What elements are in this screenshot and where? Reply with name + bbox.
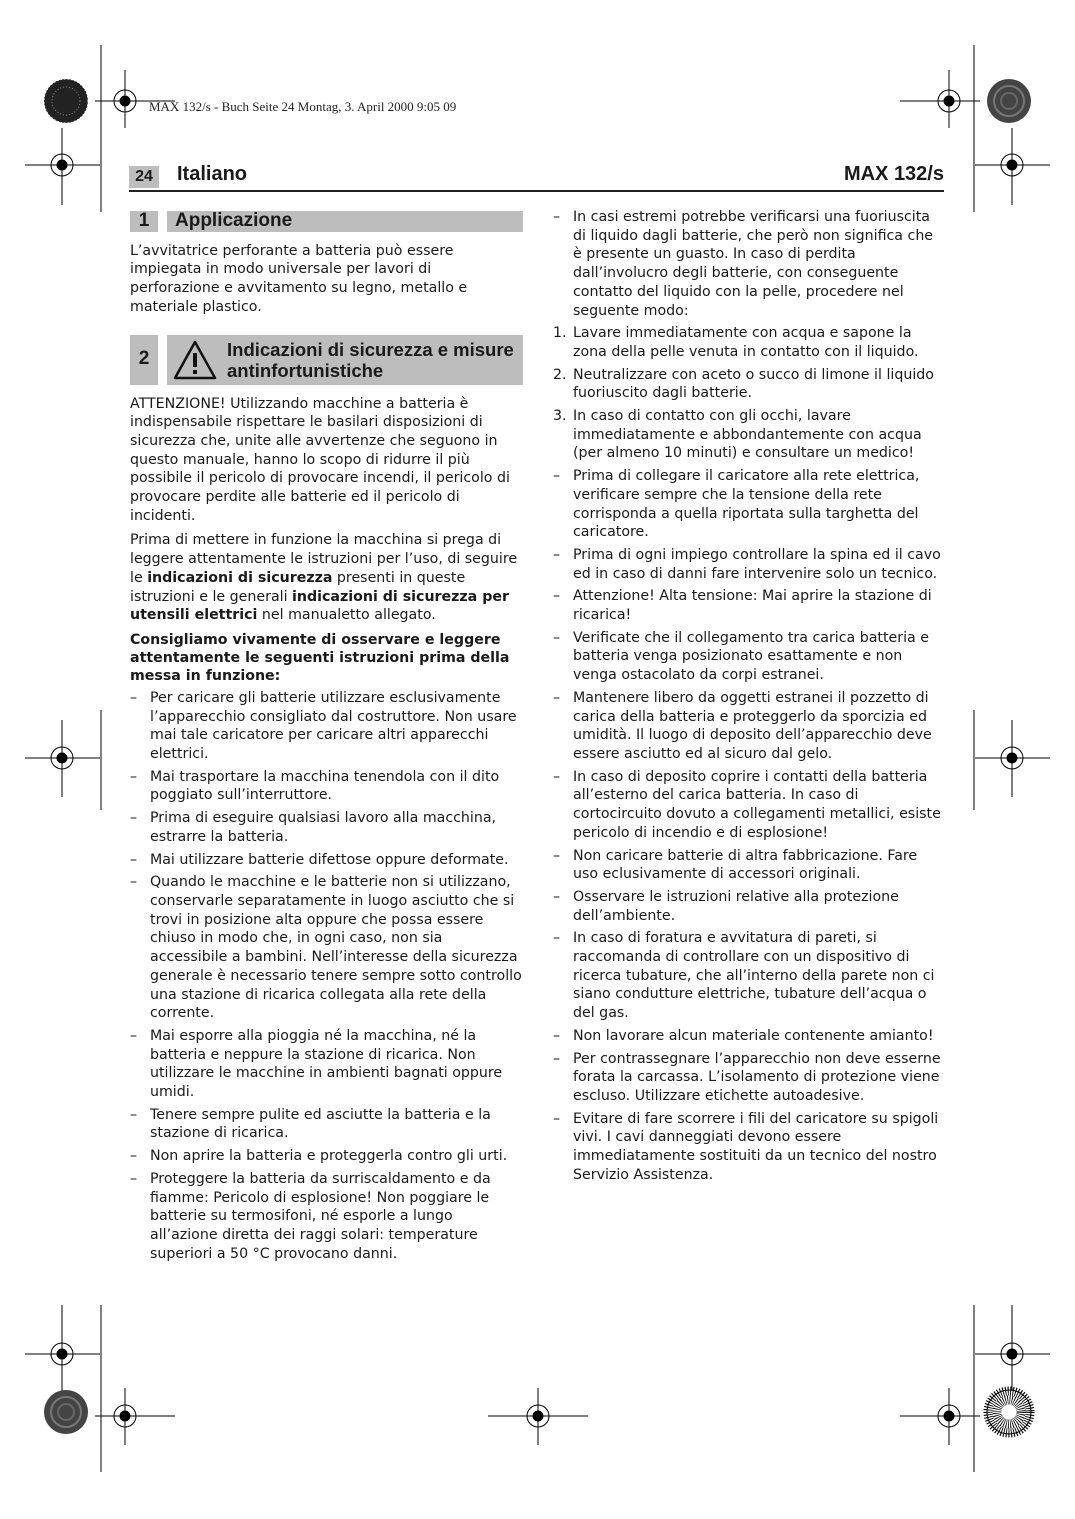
list-dash: – xyxy=(553,888,561,905)
list-dash: – xyxy=(553,1110,561,1127)
list-item-text: Non caricare batterie di altra fabbricazione. Fare uso eclusivamente di accessori originali. xyxy=(573,847,918,883)
list-item-text: Mai utilizzare batterie difettose oppure deformate. xyxy=(150,851,509,868)
text-run: nel manualetto allegato. xyxy=(257,607,436,624)
numbered-step xyxy=(553,366,945,403)
warning-triangle-icon xyxy=(173,340,217,380)
list-item xyxy=(553,929,945,1023)
safety-list-right xyxy=(553,467,945,1184)
attention-paragraph: ATTENZIONE! Utilizzando macchine a batteria è indispensabile rispettare le basilari disposizioni di sicurezza che, unite alle avvertenze che seguono in questo manuale, hanno lo scopo di ridurre il più possibile il pericolo di provocare incendi, il pericolo di provocare perdite alle batterie ed il pericolo di incidenti. xyxy=(130,395,510,524)
step-number: 3. xyxy=(553,408,567,425)
list-item xyxy=(553,208,945,320)
list-item-text: Prima di collegare il caricatore alla rete elettrica, verificare sempre che la tensione della rete corrisponda a quella riportata sulla targhetta del caricatore. xyxy=(573,468,920,541)
step-number: 2. xyxy=(553,366,567,383)
list-item-text: Non aprire la batteria e proteggerla contro gli urti. xyxy=(150,1148,508,1165)
list-dash: – xyxy=(130,1170,138,1187)
section-1-text: L’avvitatrice perforante a batteria può essere impiegata in modo universale per lavori di perforazione e avvitamento su legno, metallo e materiale plastico. xyxy=(130,242,468,315)
page-language: Italiano xyxy=(177,163,248,185)
list-item xyxy=(553,629,945,685)
leak-intro-list xyxy=(553,208,945,320)
list-dash: – xyxy=(553,588,561,605)
list-dash: – xyxy=(130,768,138,785)
section-title-box xyxy=(167,335,523,385)
section-1-heading xyxy=(130,211,523,232)
list-dash: – xyxy=(553,629,561,646)
section-title: Indicazioni di sicurezza e misure antinfortunistiche xyxy=(227,338,514,381)
list-dash: – xyxy=(553,468,561,485)
list-dash: – xyxy=(553,546,561,563)
list-item xyxy=(130,851,523,870)
step-number: 1. xyxy=(553,325,567,342)
list-dash: – xyxy=(130,851,138,868)
numbered-step xyxy=(553,407,945,463)
numbered-step xyxy=(553,324,945,361)
model-name: MAX 132/s xyxy=(843,163,944,185)
list-dash: – xyxy=(553,209,561,225)
list-dash: – xyxy=(553,930,561,947)
list-item-text: In caso di foratura e avvitatura di pareti, si raccomanda di controllare con un dispositivo di ricerca tubature, che all’interno della parete non ci siano condutture elettriche, tubature dell’acqua o del gas. xyxy=(573,930,935,1022)
list-dash: – xyxy=(130,810,138,827)
list-item-text: Non lavorare alcun materiale contenente amianto! xyxy=(573,1027,934,1044)
list-item xyxy=(130,1147,523,1166)
list-item xyxy=(553,847,945,884)
list-item xyxy=(553,1050,945,1106)
list-item xyxy=(130,809,523,846)
list-item xyxy=(130,1106,523,1143)
section-title: Applicazione xyxy=(167,211,523,232)
list-dash: – xyxy=(553,768,561,785)
list-item xyxy=(553,467,945,542)
list-item xyxy=(130,689,523,764)
text-run: Prima di mettere in funzione la macchina si prega di leggere attentamente le istruzioni per l’uso, di seguire le xyxy=(130,532,518,586)
list-item-text: Prima di eseguire qualsiasi lavoro alla macchina, estrarre la batteria. xyxy=(150,810,497,845)
list-item-text: Prima di ogni impiego controllare la spina ed il cavo ed in caso di danni fare intervenire solo un tecnico. xyxy=(573,546,941,582)
list-item-text: Per caricare gli batterie utilizzare esclusivamente l’apparecchio consigliato dal costruttore. Non usare mai tale caricatore per caricare altri apparecchi elettrici. xyxy=(150,689,517,763)
list-item-text: Verificate che il collegamento tra carica batteria e batteria venga posizionato esattamente e non venga ostacolato da corpi estranei. xyxy=(573,629,929,684)
list-item-text: Osservare le istruzioni relative alla protezione dell’ambiente. xyxy=(573,888,899,924)
list-dash: – xyxy=(553,689,561,706)
list-item-text: Quando le macchine e le batterie non si utilizzano, conservarle separatamente in luogo asciutto che si trovi in posizione alta oppure che possa essere chiuso in modo che, in ogni caso, non sia accessibile a bambini. Nell’interesse della sicurezza generale è necessario tenere sempre sotto controllo una stazione di ricarica collegata alla rete della corrente. xyxy=(150,874,522,1022)
right-column xyxy=(553,208,945,1188)
instructions-paragraph xyxy=(130,531,523,625)
numbered-steps xyxy=(553,324,945,463)
left-column xyxy=(130,211,523,1267)
safety-list-left xyxy=(130,689,523,1263)
text-run-bold: indicazioni di sicurezza per utensili elettrici xyxy=(130,588,509,624)
list-item-text: Per contrassegnare l’apparecchio non deve esserne forata la carcassa. L’isolamento di protezione viene escluso. Utilizzare etichette autoadesive. xyxy=(573,1050,941,1104)
list-item-text: Mai trasportare la macchina tenendola con il dito poggiato sull’interruttore. xyxy=(150,768,500,804)
list-item-text: In casi estremi potrebbe verificarsi una fuoriuscita di liquido dagli batterie, che però non significa che è presente un guasto. In caso di perdita dall’involucro degli batterie, con conseguente contatto del liquido con la pelle, procedere nel seguente modo: xyxy=(573,209,934,319)
text-run-bold: indicazioni di sicurezza xyxy=(147,569,333,586)
list-dash: – xyxy=(553,847,561,864)
section-2-heading xyxy=(130,335,523,385)
list-item-text: In caso di deposito coprire i contatti della batteria all’esterno del carica batteria. In caso di cortocircuito dovuto a collegamenti metallici, esiste pericolo di incendio e di esplosione! xyxy=(573,768,941,841)
list-item-text: Evitare di fare scorrere i fili del caricatore su spigoli vivi. I cavi danneggiati devono essere immediatamente sostituiti da un tecnico del nostro Servizio Assistenza. xyxy=(573,1110,939,1183)
list-item xyxy=(553,1027,945,1046)
step-text: Lavare immediatamente con acqua e sapone la zona della pelle venuta in contatto con il liquido. xyxy=(573,325,919,360)
list-item xyxy=(130,873,523,1023)
list-item-text: Mai esporre alla pioggia né la macchina, né la batteria e neppure la stazione di ricarica. Non utilizzare le macchine in ambienti bagnati oppure umidi. xyxy=(150,1027,503,1101)
list-item xyxy=(130,1170,523,1264)
step-text: In caso di contatto con gli occhi, lavare immediatamente e abbondantemente con acqua (per almeno 10 minuti) e consultare un medico! xyxy=(573,408,922,462)
list-item xyxy=(130,1027,523,1102)
print-slug: MAX 132/s - Buch Seite 24 Montag, 3. April 2000 9:05 09 xyxy=(149,99,457,114)
bold-note: Consigliamo vivamente di osservare e leggere attentamente le seguenti istruzioni prima della messa in funzione: xyxy=(130,631,510,684)
list-item-text: Attenzione! Alta tensione: Mai aprire la stazione di ricarica! xyxy=(573,588,932,624)
list-item-text: Mantenere libero da oggetti estranei il pozzetto di carica della batteria e proteggerlo da sporcizia ed umidità. Il luogo di deposito dell’apparecchio deve essere asciutto ed al sicuro dal gelo. xyxy=(573,689,932,762)
list-dash: – xyxy=(553,1050,561,1067)
step-text: Neutralizzare con aceto o succo di limone il liquido fuoriuscito dagli batterie. xyxy=(573,366,934,402)
list-dash: – xyxy=(130,874,138,891)
header-rule xyxy=(129,190,944,192)
section-number: 2 xyxy=(130,335,158,385)
list-dash: – xyxy=(553,1027,561,1044)
page-number: 24 xyxy=(129,166,159,188)
list-item xyxy=(130,768,523,805)
list-item xyxy=(553,587,945,624)
list-item xyxy=(553,546,945,583)
list-dash: – xyxy=(130,689,138,706)
list-item xyxy=(553,689,945,764)
list-item xyxy=(553,768,945,843)
list-item xyxy=(553,1110,945,1185)
section-number: 1 xyxy=(130,211,158,232)
list-dash: – xyxy=(130,1148,138,1165)
list-item xyxy=(553,888,945,925)
text-run: presenti in queste istruzioni e le generali xyxy=(130,569,466,605)
list-dash: – xyxy=(130,1027,138,1044)
list-item-text: Tenere sempre pulite ed asciutte la batteria e la stazione di ricarica. xyxy=(150,1106,491,1142)
list-item-text: Proteggere la batteria da surriscaldamento e da fiamme: Pericolo di esplosione! Non poggiare le batterie su termosifoni, né esporle a lungo all’azione diretta dei raggi solari: temperature superiori a 50 °C provocano danni. xyxy=(150,1170,491,1262)
list-dash: – xyxy=(130,1106,138,1123)
